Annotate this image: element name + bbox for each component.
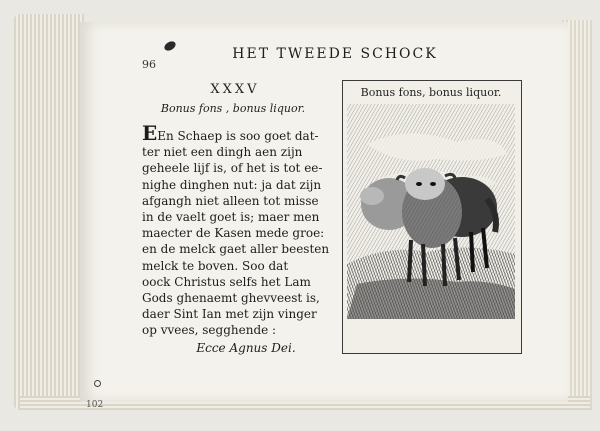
body-line: maecter de Kasen mede groe: — [142, 226, 325, 241]
body-line: en de melck gaet aller beesten — [142, 242, 330, 257]
body-line: nighe dinghen nut: ja dat zijn — [142, 177, 322, 192]
body-line: Gods ghenaemt ghevveest is, — [142, 291, 320, 306]
drop-cap: E — [142, 121, 158, 145]
body-text — [142, 121, 330, 339]
book-page-edges-left — [14, 14, 84, 410]
ink-mark-icon — [94, 380, 101, 387]
body-line-rest: En Schaep is soo goet dat- — [157, 129, 319, 143]
body-line: afgangh niet alleen tot misse — [142, 193, 319, 208]
chapter-number: XXXV — [210, 82, 260, 97]
motto: Bonus fons , bonus liquor. — [160, 102, 306, 115]
body-line: geheele lijf is, of het is tot ee- — [142, 161, 323, 176]
corner-number: 102 — [86, 400, 104, 410]
body-line: daer Sint Ian met zijn vinger — [142, 307, 317, 322]
sheep-engraving-icon — [347, 104, 515, 319]
body-line — [142, 121, 328, 145]
body-line: melck te boven. Soo dat — [142, 258, 289, 273]
body-line: op vvees, segghende : — [142, 323, 277, 338]
page-number: 96 — [142, 58, 156, 71]
body-line: in de vaelt goet is; maer men — [142, 210, 320, 225]
running-head: HET TWEEDE SCHOCK — [232, 46, 438, 62]
plate-caption: Bonus fons, bonus liquor. — [360, 86, 502, 99]
body-line: oock Christus selfs het Lam — [142, 274, 311, 289]
closing-phrase: Ecce Agnus Dei. — [196, 341, 296, 355]
body-line: ter niet een dingh aen zijn — [142, 145, 303, 160]
